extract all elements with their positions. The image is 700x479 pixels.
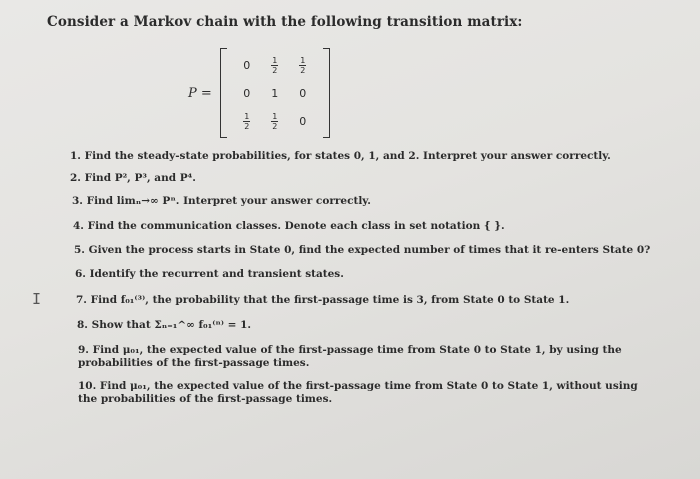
matrix-label: P = (188, 85, 212, 101)
matrix-cell: 0 (299, 114, 307, 128)
matrix-cell: 1 2 (272, 55, 278, 75)
matrix-cell: 0 (243, 58, 251, 72)
question-item: 2. Find P², P³, and P⁴. (70, 172, 196, 184)
question-item: 6. Identify the recurrent and transient states. (75, 268, 344, 280)
text-cursor-icon: I (32, 290, 42, 308)
matrix-cell: 1 (271, 86, 279, 100)
question-item: 8. Show that Σₙ₌₁^∞ f₀₁⁽ⁿ⁾ = 1. (77, 319, 252, 331)
question-item: 10. Find μ₀₁, the expected value of the first-passage time from State 0 to State 1, without using the probabilities of the first-passage times. (78, 380, 638, 405)
question-item: 3. Find limₙ→∞ Pⁿ. Interpret your answer correctly. (72, 195, 371, 207)
question-item: 1. Find the steady-state probabilities, for states 0, 1, and 2. Interpret your answer correctly. (70, 150, 611, 162)
question-item: 5. Given the process starts in State 0, find the expected number of times that it re-enters State 0? (74, 244, 651, 256)
question-item: 4. Find the communication classes. Denote each class in set notation { }. (73, 220, 505, 232)
matrix-bracket-left (220, 48, 227, 138)
matrix-cell: 1 2 (300, 55, 306, 75)
matrix-bracket-right (323, 48, 330, 138)
matrix-cell: 0 (299, 86, 307, 100)
question-item: 7. Find f₀₁⁽³⁾, the probability that the first-passage time is 3, from State 0 to State 1. (76, 294, 570, 306)
transition-matrix (188, 48, 330, 138)
question-item: 9. Find μ₀₁, the expected value of the first-passage time from State 0 to State 1, by using the probabilities of the first-passage times. (78, 344, 622, 369)
problem-heading: Consider a Markov chain with the following transition matrix: (47, 14, 523, 30)
matrix-grid (227, 51, 323, 135)
matrix-cell: 0 (243, 86, 251, 100)
matrix-cell: 1 2 (272, 111, 278, 131)
matrix-cell: 1 2 (244, 111, 250, 131)
